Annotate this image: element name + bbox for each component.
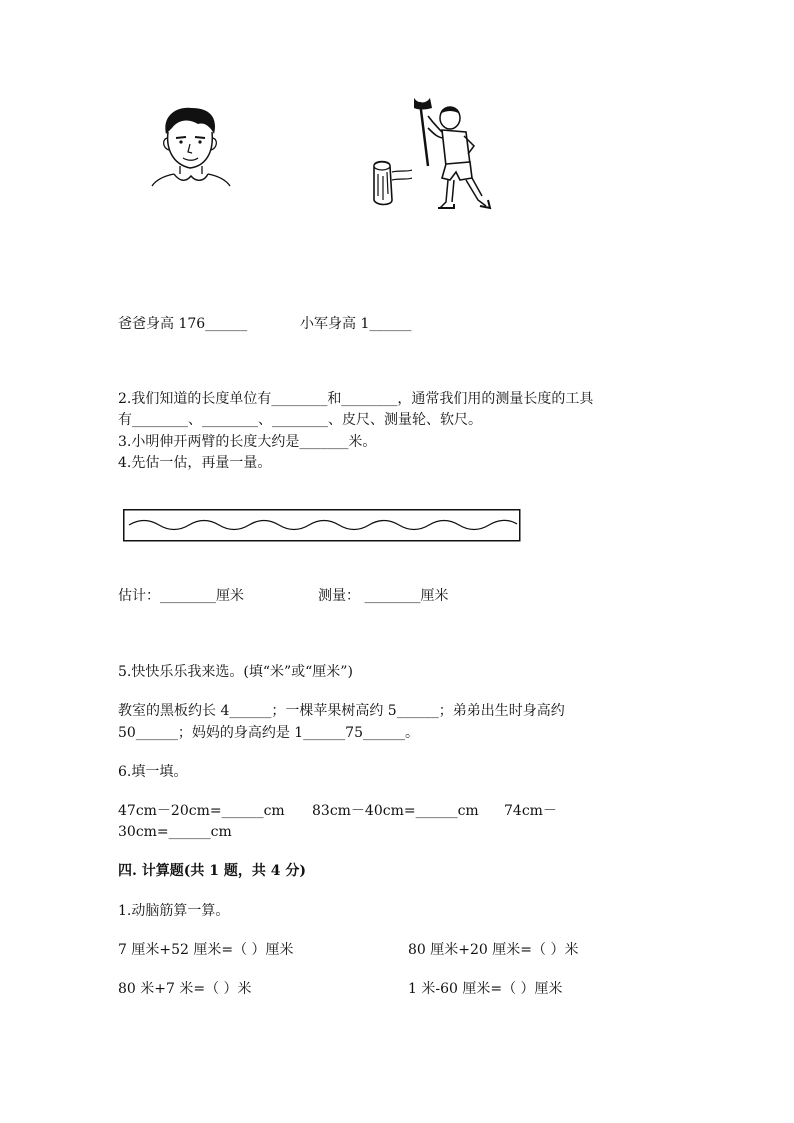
q4-text: 4.先估一估，再量一量。 <box>118 455 272 471</box>
q6-line1-b: 83cm－40cm=______cm <box>312 803 479 819</box>
calc-item-4: 1 米-60 厘米=（ ）厘米 <box>408 981 563 997</box>
q5-line1: 教室的黑板约长 4______；一棵苹果树高约 5______；弟弟出生时身高约 <box>118 703 565 719</box>
estimate-text: 估计：________厘米 <box>118 588 244 604</box>
q5-title: 5.快快乐乐我来选。(填“米”或“厘米”) <box>118 664 353 680</box>
q6-title: 6.填一填。 <box>118 764 188 780</box>
boy-chopping-wood-illustration <box>368 96 498 214</box>
q6-line1-a: 47cm－20cm=______cm <box>118 803 285 819</box>
q3-text: 3.小明伸开两臂的长度大约是_______米。 <box>118 434 377 450</box>
father-height-text: 爸爸身高 176______ <box>118 316 248 332</box>
section4-q1-title: 1.动脑筋算一算。 <box>118 903 230 919</box>
father-portrait-illustration <box>148 104 238 194</box>
q5-line2: 50______；妈妈的身高约是 1______75______。 <box>118 725 419 741</box>
calc-item-3: 80 米+7 米=（ ）米 <box>118 981 252 997</box>
section4-heading: 四. 计算题(共 1 题，共 4 分) <box>118 863 306 879</box>
q2-line2: 有________、________、________、皮尺、测量轮、软尺。 <box>118 412 482 428</box>
q2-line1: 2.我们知道的长度单位有________和________，通常我们用的测量长度的工具 <box>118 391 594 407</box>
calc-item-2: 80 厘米+20 厘米=（ ）米 <box>408 942 579 958</box>
q6-line2: 30cm=______cm <box>118 824 232 840</box>
measure-text: 测量： ________厘米 <box>318 588 449 604</box>
wavy-line-measure-box <box>123 509 521 543</box>
q6-line1-c: 74cm－ <box>504 803 557 819</box>
calc-item-1: 7 厘米+52 厘米=（ ）厘米 <box>118 942 294 958</box>
xiaojun-height-text: 小军身高 1______ <box>300 316 412 332</box>
